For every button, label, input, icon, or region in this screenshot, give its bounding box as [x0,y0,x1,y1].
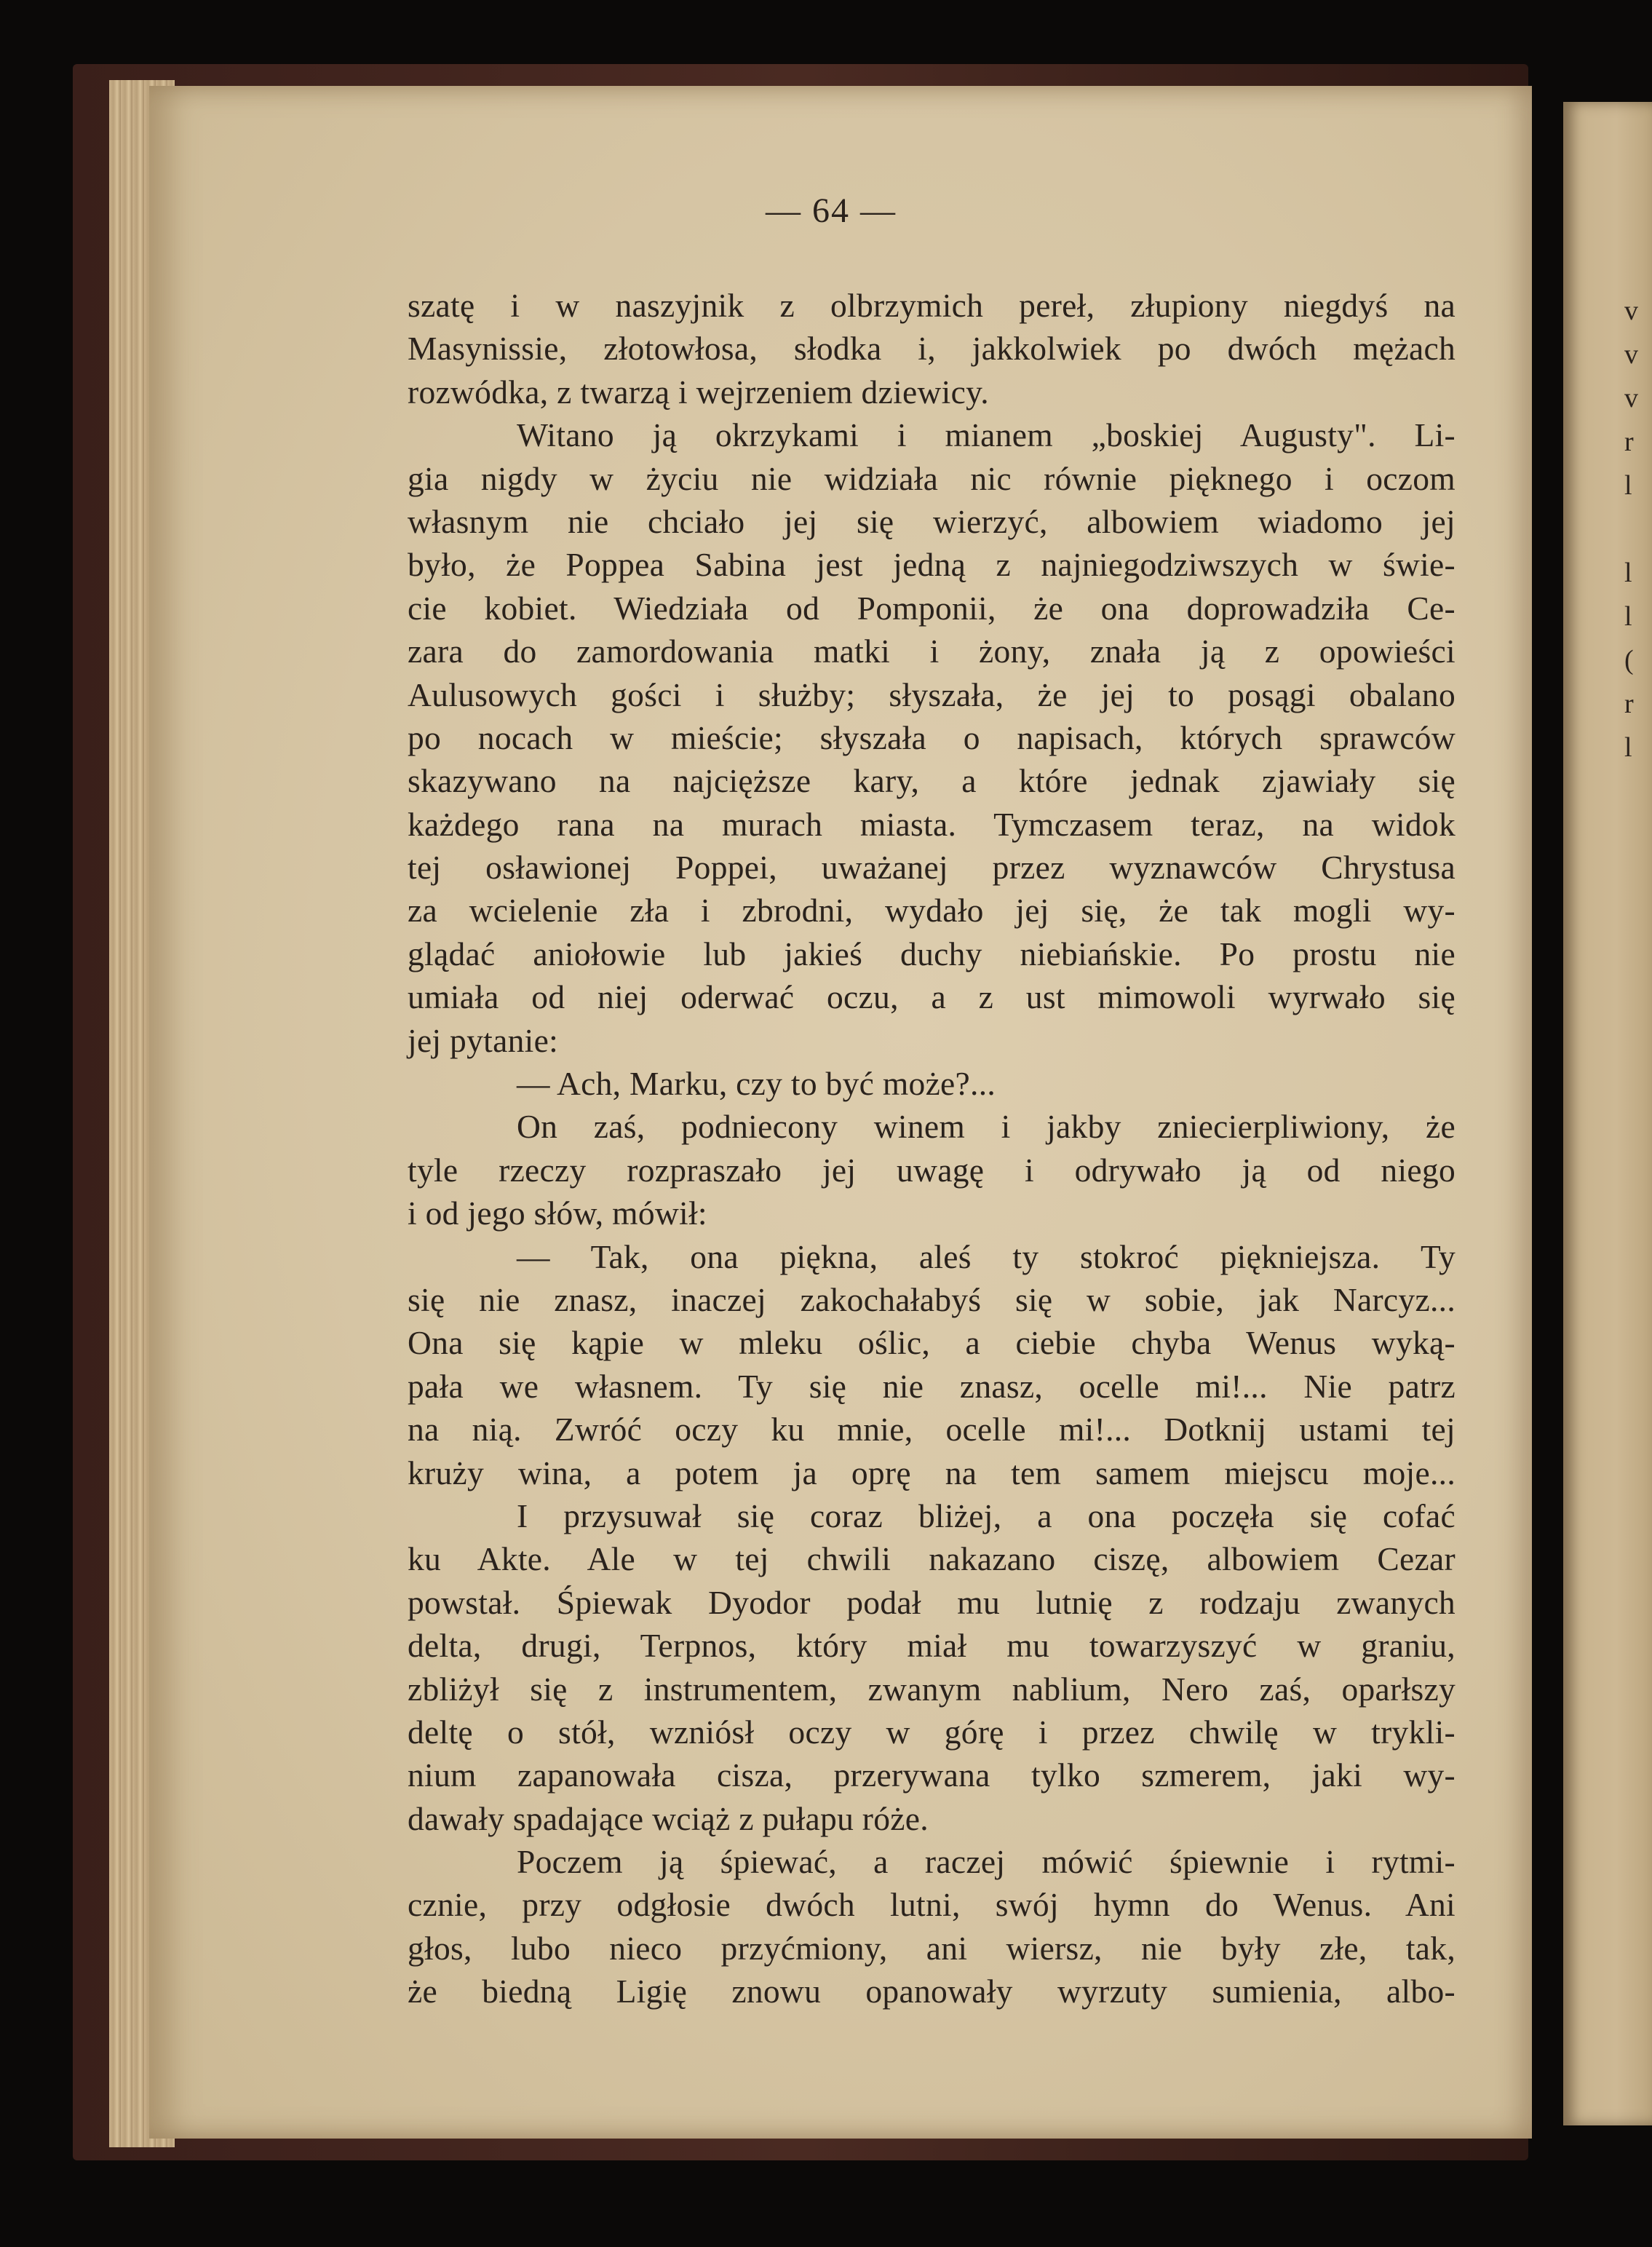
text-line: dawały spadające wciąż z pułapu róże. [408,1799,929,1837]
text-line: zbliżył się z instrumentem, zwanym nablium, Nero zaś, oparłszy [408,1670,1456,1708]
text-line: deltę o stół, wzniósł oczy w górę i przez chwilę w trykli- [408,1713,1456,1751]
text-line: I przysuwał się coraz bliżej, a ona poczęła się cofać [517,1497,1456,1534]
next-page-fragment: l [1624,558,1632,588]
text-line: Witano ją okrzykami i mianem „boskiej Augusty". Li- [517,416,1456,454]
next-page-fragment: v [1624,383,1638,413]
text-line: i od jego słów, mówił: [408,1194,707,1232]
text-line: się nie znasz, inaczej zakochałabyś się w sobie, jak Narcyz... [408,1280,1456,1318]
text-line: było, że Poppea Sabina jest jedną z najniegodziwszych w świe- [408,546,1456,584]
text-line: powstał. Śpiewak Dyodor podał mu lutnię z rodzaju zwanych [408,1583,1456,1621]
next-page-fragment: l [1624,601,1632,632]
text-line: każdego rana na murach miasta. Tymczasem teraz, na widok [408,805,1456,843]
text-line: skazywano na najcięższe kary, a które jednak zjawiały się [408,762,1456,800]
text-line: ku Akte. Ale w tej chwili nakazano ciszę, albowiem Cezar [408,1540,1456,1578]
next-page-fragment: l [1624,732,1632,763]
text-line: — Tak, ona piękna, aleś ty stokroć piękniejsza. Ty [517,1237,1456,1275]
text-line: nium zapanowała cisza, przerywana tylko szmerem, jaki wy- [408,1756,1456,1794]
text-line: po nocach w mieście; słyszała o napisach, których sprawców [408,718,1456,756]
next-page-fragment: v [1624,296,1638,326]
next-page-fragment: r [1624,427,1634,457]
text-line: cznie, przy odgłosie dwóch lutni, swój hymn do Wenus. Ani [408,1886,1456,1924]
text-line: — Ach, Marku, czy to być może?... [517,1065,996,1103]
text-line: zara do zamordowania matki i żony, znała ją z opowieści [408,633,1456,670]
text-line: tyle rzeczy rozpraszało jej uwagę i odrywało ją od niego [408,1151,1456,1189]
text-line: pała we własnem. Ty się nie znasz, ocelle mi!... Nie patrz [408,1367,1456,1405]
next-page-fragment: ( [1624,645,1634,675]
text-line: tej osławionej Poppei, uważanej przez wyznawców Chrystusa [408,849,1456,887]
page-number-text: — 64 — [766,191,897,230]
text-line: głos, lubo nieco przyćmiony, ani wiersz, nie były złe, tak, [408,1929,1456,1967]
text-line: umiała od niej oderwać oczu, a z ust mimowoli wyrwało się [408,978,1456,1016]
text-line: rozwódka, z twarzą i wejrzeniem dziewicy. [408,373,989,411]
next-page-fragment: r [1624,689,1634,719]
text-line: za wcielenie zła i zbrodni, wydało jej się, że tak mogli wy- [408,892,1456,930]
text-line: własnym nie chciało jej się wierzyć, albowiem wiadomo jej [408,502,1456,540]
text-line: że biedną Ligię znowu opanowały wyrzuty sumienia, albo- [408,1973,1456,2010]
text-line: Ona się kąpie w mleku oślic, a ciebie chyba Wenus wyką- [408,1324,1456,1362]
body-text [408,284,1456,2013]
text-line: glądać aniołowie lub jakieś duchy niebiańskie. Po prostu nie [408,935,1456,972]
next-page-fragment: v [1624,339,1638,370]
text-line: Masynissie, złotowłosa, słodka i, jakkolwiek po dwóch mężach [408,330,1456,368]
text-line: szatę i w naszyjnik z olbrzymich pereł, złupiony niegdyś na [408,287,1456,324]
text-line: Poczem ją śpiewać, a raczej mówić śpiewnie i rytmi- [517,1843,1456,1881]
next-page-edge [1563,102,1652,2125]
next-page-fragment: l [1624,470,1632,501]
text-line: na nią. Zwróć oczy ku mnie, ocelle mi!... Dotknij ustami tej [408,1411,1456,1449]
text-line: jej pytanie: [408,1021,559,1059]
text-line: kruży wina, a potem ja oprę na tem samem miejscu moje... [408,1454,1456,1491]
text-line: gia nigdy w życiu nie widziała nic równie pięknego i oczom [408,459,1456,497]
text-line: delta, drugi, Terpnos, który miał mu towarzyszyć w graniu, [408,1627,1456,1665]
text-line: cie kobiet. Wiedziała od Pomponii, że ona doprowadziła Ce- [408,589,1456,627]
text-line: Aulusowych gości i służby; słyszała, że jej to posągi obalano [408,675,1456,713]
text-line: On zaś, podniecony winem i jakby zniecierpliwiony, że [517,1108,1456,1146]
page-number [0,191,1652,231]
